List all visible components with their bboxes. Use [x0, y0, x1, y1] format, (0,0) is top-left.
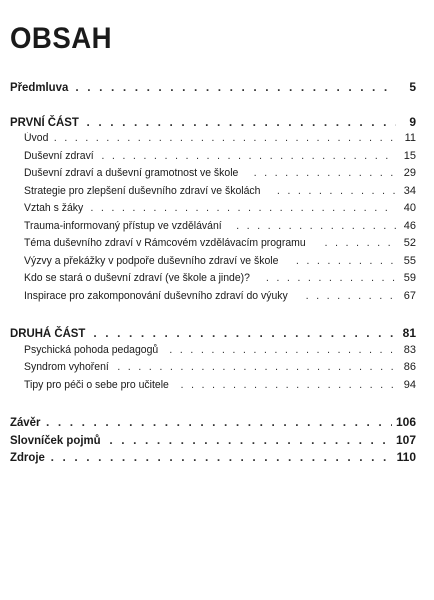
toc-entry-glossary[interactable]	[10, 433, 416, 451]
toc-entry-label: Téma duševního zdraví v Rámcovém vzdělávacím programu	[24, 237, 306, 249]
dot-leader	[266, 272, 396, 284]
dot-leader	[46, 415, 392, 429]
dot-leader	[254, 167, 396, 179]
dot-leader	[325, 237, 396, 249]
toc-entry-label: Syndrom vyhoření	[24, 361, 109, 373]
toc-page-number: 59	[403, 272, 416, 284]
dot-leader	[101, 150, 396, 162]
page-title: OBSAH	[10, 22, 112, 55]
toc-page-number: 11	[404, 132, 416, 144]
toc-entry-label: Duševní zdraví a duševní gramotnost ve škole	[24, 167, 239, 179]
toc-page-number: 9	[409, 114, 416, 129]
dot-leader	[180, 379, 396, 391]
toc-entry[interactable]	[10, 379, 416, 397]
toc-entry-label: Předmluva	[10, 80, 69, 94]
dot-leader	[90, 202, 396, 214]
toc-entry[interactable]	[10, 150, 416, 168]
dot-leader	[306, 290, 396, 302]
toc-entry[interactable]	[10, 344, 416, 362]
dot-leader	[51, 450, 393, 464]
dot-leader	[277, 185, 396, 197]
toc-entry-label: Tipy pro péči o sebe pro učitele	[24, 378, 169, 391]
dot-leader	[93, 326, 396, 340]
toc-entry-label: Výzvy a překážky v podpoře duševního zdraví ve škole	[24, 254, 279, 267]
dot-leader	[86, 115, 396, 129]
dot-leader	[169, 344, 396, 356]
toc-entry-part2[interactable]	[10, 326, 416, 344]
toc-entry-label: PRVNÍ ČÁST	[10, 114, 79, 129]
dot-leader	[296, 255, 396, 267]
table-of-contents	[10, 80, 416, 468]
toc-entry[interactable]	[10, 132, 416, 150]
toc-page-number: 5	[409, 80, 416, 94]
spacer	[10, 396, 416, 415]
toc-entry-label: Úvod	[24, 132, 49, 144]
toc-page-number: 94	[403, 378, 416, 391]
toc-entry-label: Závěr	[10, 415, 41, 429]
toc-entry[interactable]	[10, 185, 416, 203]
toc-entry-label: DRUHÁ ČÁST	[10, 326, 86, 340]
toc-page-number: 55	[403, 254, 416, 267]
toc-entry[interactable]	[10, 290, 416, 308]
toc-entry[interactable]	[10, 220, 416, 238]
toc-page-number: 29	[403, 167, 416, 179]
toc-page-number: 34	[403, 184, 416, 197]
toc-entry-label: Zdroje	[10, 450, 45, 464]
spacer	[10, 307, 416, 326]
dot-leader	[109, 433, 392, 447]
toc-entry-label: Vztah s žáky	[24, 202, 84, 214]
toc-entry-preface[interactable]	[10, 80, 416, 98]
toc-entry-sources[interactable]	[10, 450, 416, 468]
toc-page-number: 15	[403, 149, 416, 162]
toc-entry-part1[interactable]	[10, 115, 416, 133]
toc-page-number: 86	[403, 361, 416, 373]
dot-leader	[75, 80, 396, 94]
toc-page-number: 52	[403, 237, 416, 249]
toc-entry-label: Trauma-informovaný přístup ve vzdělávání	[24, 219, 222, 232]
spacer	[10, 98, 416, 115]
toc-entry-label: Kdo se stará o duševní zdraví (ve škole a jinde)?	[24, 272, 250, 284]
toc-entry-label: Inspirace pro zakomponování duševního zdraví do výuky	[24, 289, 288, 302]
toc-page-number: 40	[403, 202, 416, 214]
dot-leader	[117, 361, 396, 373]
toc-page-number: 46	[403, 219, 416, 232]
toc-entry[interactable]	[10, 361, 416, 379]
toc-entry-label: Duševní zdraví	[24, 149, 94, 162]
toc-entry-label: Psychická pohoda pedagogů	[24, 343, 159, 356]
toc-entry[interactable]	[10, 202, 416, 220]
toc-entry[interactable]	[10, 237, 416, 255]
toc-entry-label: Slovníček pojmů	[10, 432, 101, 447]
toc-page-number: 106	[395, 415, 416, 429]
toc-entry-label: Strategie pro zlepšení duševního zdraví ve školách	[24, 184, 261, 197]
dot-leader	[236, 220, 396, 232]
toc-page-number: 110	[396, 450, 416, 464]
toc-entry[interactable]	[10, 167, 416, 185]
toc-page-number: 67	[403, 289, 416, 302]
toc-page-number: 107	[395, 432, 416, 447]
toc-entry[interactable]	[10, 272, 416, 290]
toc-page-number: 83	[403, 343, 416, 356]
dot-leader	[54, 132, 396, 144]
toc-page-number: 81	[402, 326, 416, 340]
toc-entry-conclusion[interactable]	[10, 415, 416, 433]
toc-entry[interactable]	[10, 255, 416, 273]
